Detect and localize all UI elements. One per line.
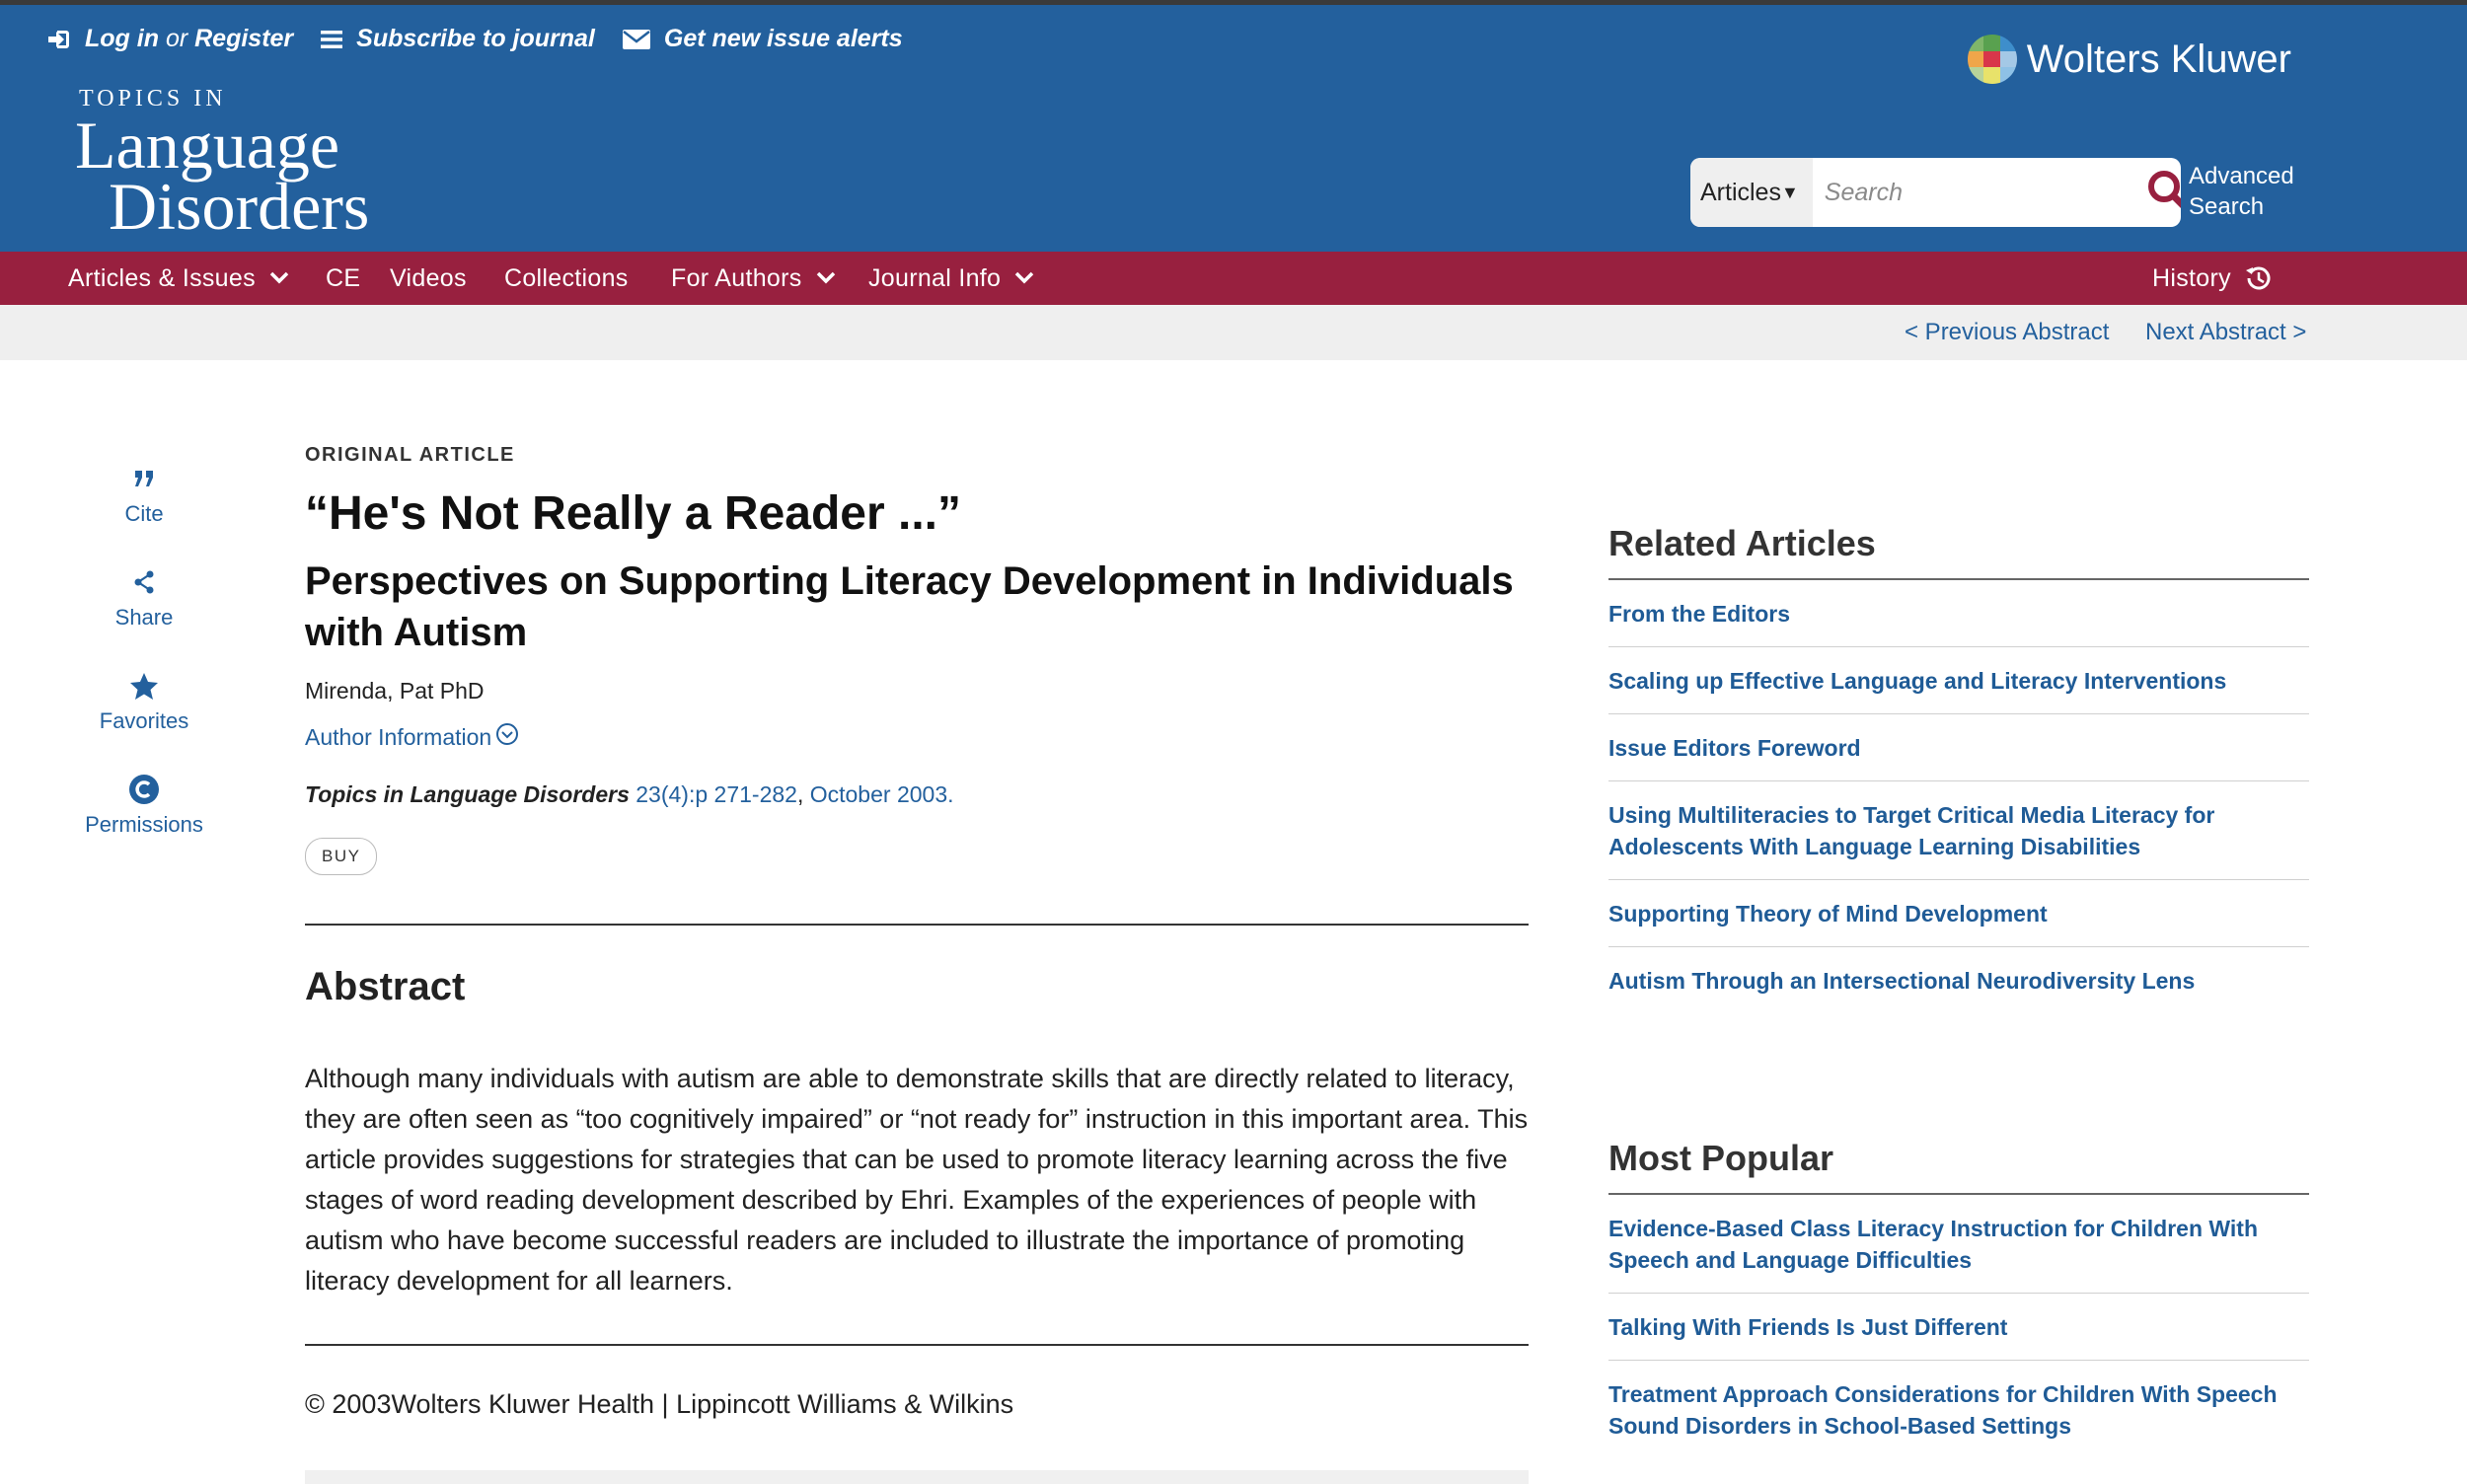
nav-label: Articles & Issues	[68, 263, 256, 292]
nav-label: Videos	[390, 263, 467, 292]
nav-ce[interactable]	[326, 252, 360, 305]
sign-in-icon	[47, 29, 71, 50]
alerts-label: Get new issue alerts	[663, 25, 903, 52]
journal-logo[interactable]	[75, 86, 370, 244]
publisher-brand[interactable]	[1968, 35, 2291, 84]
nav-articles-issues[interactable]	[68, 252, 289, 305]
volume-issue-link[interactable]: 23(4):p 271-282	[635, 781, 797, 807]
article-title: “He's Not Really a Reader ...”	[305, 487, 961, 540]
login-label[interactable]: Log in	[85, 25, 159, 52]
related-article-link[interactable]: From the Editors	[1608, 580, 2309, 647]
content-footer-panel	[305, 1470, 1529, 1484]
favorites-tool[interactable]	[75, 669, 213, 734]
buy-button[interactable]: BUY	[305, 838, 377, 875]
advanced-search-line-1: Advanced	[2189, 163, 2294, 189]
wolters-kluwer-logo-icon	[1968, 35, 2017, 84]
search-icon	[2146, 169, 2181, 217]
citation-comma: ,	[796, 781, 804, 807]
quote-icon	[75, 462, 213, 495]
article-type: ORIGINAL ARTICLE	[305, 444, 515, 466]
popular-article-link[interactable]: Evidence-Based Class Literacy Instruction for Children With Speech and Language Difficulties	[1608, 1195, 2309, 1294]
utility-bar	[47, 25, 903, 53]
chevron-down-icon	[1014, 271, 1034, 285]
history-icon	[2245, 264, 2273, 292]
most-popular-heading: Most Popular	[1608, 1138, 2309, 1195]
logo-line-2: Language	[75, 108, 340, 183]
share-icon	[75, 565, 213, 599]
chevron-down-icon	[816, 271, 836, 285]
divider	[305, 924, 1529, 926]
caret-down-icon: ▼	[1780, 182, 1799, 202]
chevron-circle-down-icon	[495, 722, 519, 752]
article-author: Mirenda, Pat PhD	[305, 678, 485, 704]
abstract-pager	[0, 305, 2467, 360]
or-label: or	[165, 25, 188, 52]
nav-for-authors[interactable]	[671, 252, 836, 305]
main-nav	[0, 252, 2467, 305]
related-article-link[interactable]: Scaling up Effective Language and Literacy Interventions	[1608, 647, 2309, 714]
logo-line-1: TOPICS IN	[79, 86, 227, 111]
cite-label: Cite	[124, 501, 164, 526]
author-information-toggle[interactable]	[305, 722, 1529, 752]
subscribe-label: Subscribe to journal	[356, 25, 595, 52]
abstract-text: Although many individuals with autism are able to demonstrate skills that are directly related to literacy, they are often seen as “too cognitively impaired” or “not ready for” instruction in this important area. This article provides suggestions for strategies that can be used to promote literacy learning across the five stages of word reading development described by Ehri. Examples of the experiences of people with autism who have become successful readers are included to illustrate the importance of promoting literacy development for all learners.	[305, 1064, 1529, 1296]
register-label[interactable]: Register	[194, 25, 294, 52]
login-link[interactable]	[47, 25, 293, 53]
search-scope-select[interactable]	[1690, 158, 1813, 227]
share-tool[interactable]	[75, 565, 213, 631]
nav-label: CE	[326, 263, 361, 292]
related-articles-heading: Related Articles	[1608, 523, 2309, 580]
site-header	[0, 5, 2467, 252]
most-popular	[1608, 1138, 2309, 1458]
citation-line	[305, 781, 1529, 808]
nav-label: Journal Info	[868, 263, 1002, 292]
previous-abstract-link[interactable]: < Previous Abstract	[1905, 319, 2110, 345]
nav-journal-info[interactable]	[868, 252, 1034, 305]
divider	[305, 1344, 1529, 1346]
publication-date-link[interactable]: October 2003.	[809, 781, 954, 807]
search-scope-value: Articles	[1700, 178, 1781, 206]
related-article-link[interactable]: Issue Editors Foreword	[1608, 714, 2309, 781]
logo-line-3: Disorders	[109, 169, 370, 244]
next-abstract-link[interactable]: Next Abstract >	[2145, 319, 2307, 345]
nav-label: For Authors	[671, 263, 802, 292]
popular-article-link[interactable]: Talking With Friends Is Just Different	[1608, 1294, 2309, 1361]
related-article-link[interactable]: Using Multiliteracies to Target Critical Media Literacy for Adolescents With Language Learning Disabilities	[1608, 781, 2309, 880]
article-subtitle: Perspectives on Supporting Literacy Development in Individuals with Autism	[305, 559, 1514, 654]
popular-article-link[interactable]: Treatment Approach Considerations for Children With Speech Sound Disorders in School-Based Settings	[1608, 1381, 2278, 1439]
copyright-notice: © 2003Wolters Kluwer Health | Lippincott Williams & Wilkins	[305, 1389, 1014, 1419]
nav-history[interactable]	[2152, 252, 2273, 305]
permissions-tool[interactable]	[75, 773, 213, 838]
author-information-label: Author Information	[305, 723, 492, 750]
related-article-link[interactable]: Supporting Theory of Mind Development	[1608, 880, 2309, 947]
related-articles	[1608, 523, 2309, 1013]
nav-label: Collections	[504, 263, 629, 292]
nav-videos[interactable]	[390, 252, 467, 305]
chevron-down-icon	[269, 271, 289, 285]
copyright-icon	[75, 773, 213, 806]
favorites-label: Favorites	[99, 708, 189, 733]
cite-tool[interactable]	[75, 462, 213, 527]
search-button[interactable]	[2146, 158, 2181, 227]
article-main	[305, 444, 1529, 875]
menu-icon	[321, 30, 342, 49]
envelope-icon	[623, 30, 650, 49]
brand-name: Wolters Kluwer	[2026, 37, 2291, 81]
search-input[interactable]	[1813, 158, 2146, 227]
share-label: Share	[114, 605, 174, 630]
permissions-label: Permissions	[85, 812, 203, 837]
related-article-link[interactable]: Autism Through an Intersectional Neurodiversity Lens	[1608, 968, 2196, 994]
star-icon	[75, 669, 213, 703]
advanced-search-link[interactable]	[2189, 161, 2294, 222]
advanced-search-line-2: Search	[2189, 193, 2265, 220]
search-bar	[1690, 158, 2181, 227]
alerts-link[interactable]	[623, 25, 903, 53]
subscribe-link[interactable]	[321, 25, 595, 53]
history-label: History	[2152, 263, 2231, 292]
journal-name: Topics in Language Disorders	[305, 781, 630, 807]
nav-collections[interactable]	[504, 252, 629, 305]
abstract-heading: Abstract	[305, 965, 466, 1008]
